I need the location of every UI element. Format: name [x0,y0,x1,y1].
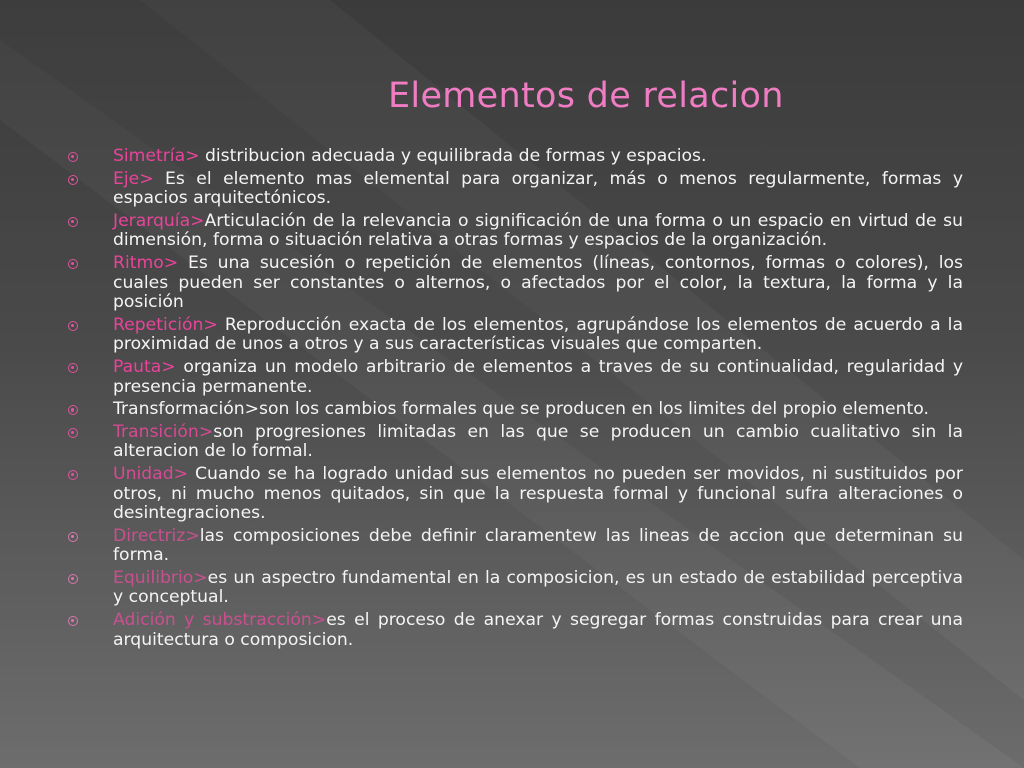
description: las composiciones debe definir claramentew las lineas de accion que determinan su forma. [113,525,963,566]
keyword: Ritmo> [113,252,179,273]
target-bullet-icon [68,175,78,185]
list-item-unidad [68,465,963,524]
list-item-simetria [68,147,963,167]
list-item-pauta [68,358,963,397]
target-bullet-icon [68,321,78,331]
bullet-list [68,147,963,653]
target-bullet-icon [68,363,78,373]
keyword: Pauta> [113,356,176,377]
target-bullet-icon [68,616,78,626]
keyword: Transición> [113,421,214,442]
target-bullet-icon [68,405,78,415]
keyword: Directriz> [113,525,200,546]
list-item-directriz [68,527,963,566]
list-item-jerarquia [68,212,963,251]
description: son progresiones limitadas en las que se producen un cambio cualitativo sin la alteracion de lo formal. [113,421,963,462]
keyword: Eje> [113,168,154,189]
target-bullet-icon [68,217,78,227]
list-item-transformacion [68,400,963,420]
list-item-ritmo [68,254,963,313]
keyword: Jerarquía> [113,210,205,231]
description: Reproducción exacta de los elementos, agrupándose los elementos de acuerdo a la proximidad de unos a otros y a sus características visuales que comparten. [113,314,963,355]
keyword: Equilibrio> [113,567,208,588]
description: es el proceso de anexar y segregar formas construidas para crear una arquitectura o composicion. [113,610,963,650]
target-bullet-icon [68,259,78,269]
keyword: Simetría> [113,146,200,166]
keyword: Adición y substracción> [113,610,327,631]
keyword: Repetición> [113,314,218,335]
description: Cuando se ha logrado unidad sus elementos no pueden ser movidos, ni sustituidos por otros, ni mucho menos quitados, sin que la respuesta formal y funcional sufra alteraciones o desintegraciones. [113,463,963,524]
target-bullet-icon [68,532,78,542]
target-bullet-icon [68,470,78,480]
description: Es una sucesión o repetición de elementos (líneas, contornos, formas o colores), los cuales pueden ser constantes o alternos, o afectados por el color, la textura, la forma y la posición [113,252,963,313]
description: Transformación>son los cambios formales que se producen en los limites del propio elemento. [113,399,929,420]
target-bullet-icon [68,574,78,584]
description: Articulación de la relevancia o significación de una forma o un espacio en virtud de su dimensión, forma o situación relativa a otras formas y espacios de la organización. [113,210,963,251]
description: distribucion adecuada y equilibrada de formas y espacios. [199,146,707,166]
description: es un aspectro fundamental en la composicion, es un estado de estabilidad perceptiva y conceptual. [113,567,963,608]
slide-title: Elementos de relacion [388,76,784,116]
list-item-transicion [68,423,963,462]
description: Es el elemento mas elemental para organizar, más o menos regularmente, formas y espacios arquitectónicos. [113,168,963,209]
description: organiza un modelo arbitrario de elementos a traves de su continualidad, regularidad y presencia permanente. [113,356,963,397]
target-bullet-icon [68,152,78,162]
list-item-adicion-substraccion [68,611,963,650]
list-item-equilibrio [68,569,963,608]
keyword: Unidad> [113,463,189,484]
list-item-repeticion [68,316,963,355]
list-item-eje [68,170,963,209]
target-bullet-icon [68,428,78,438]
